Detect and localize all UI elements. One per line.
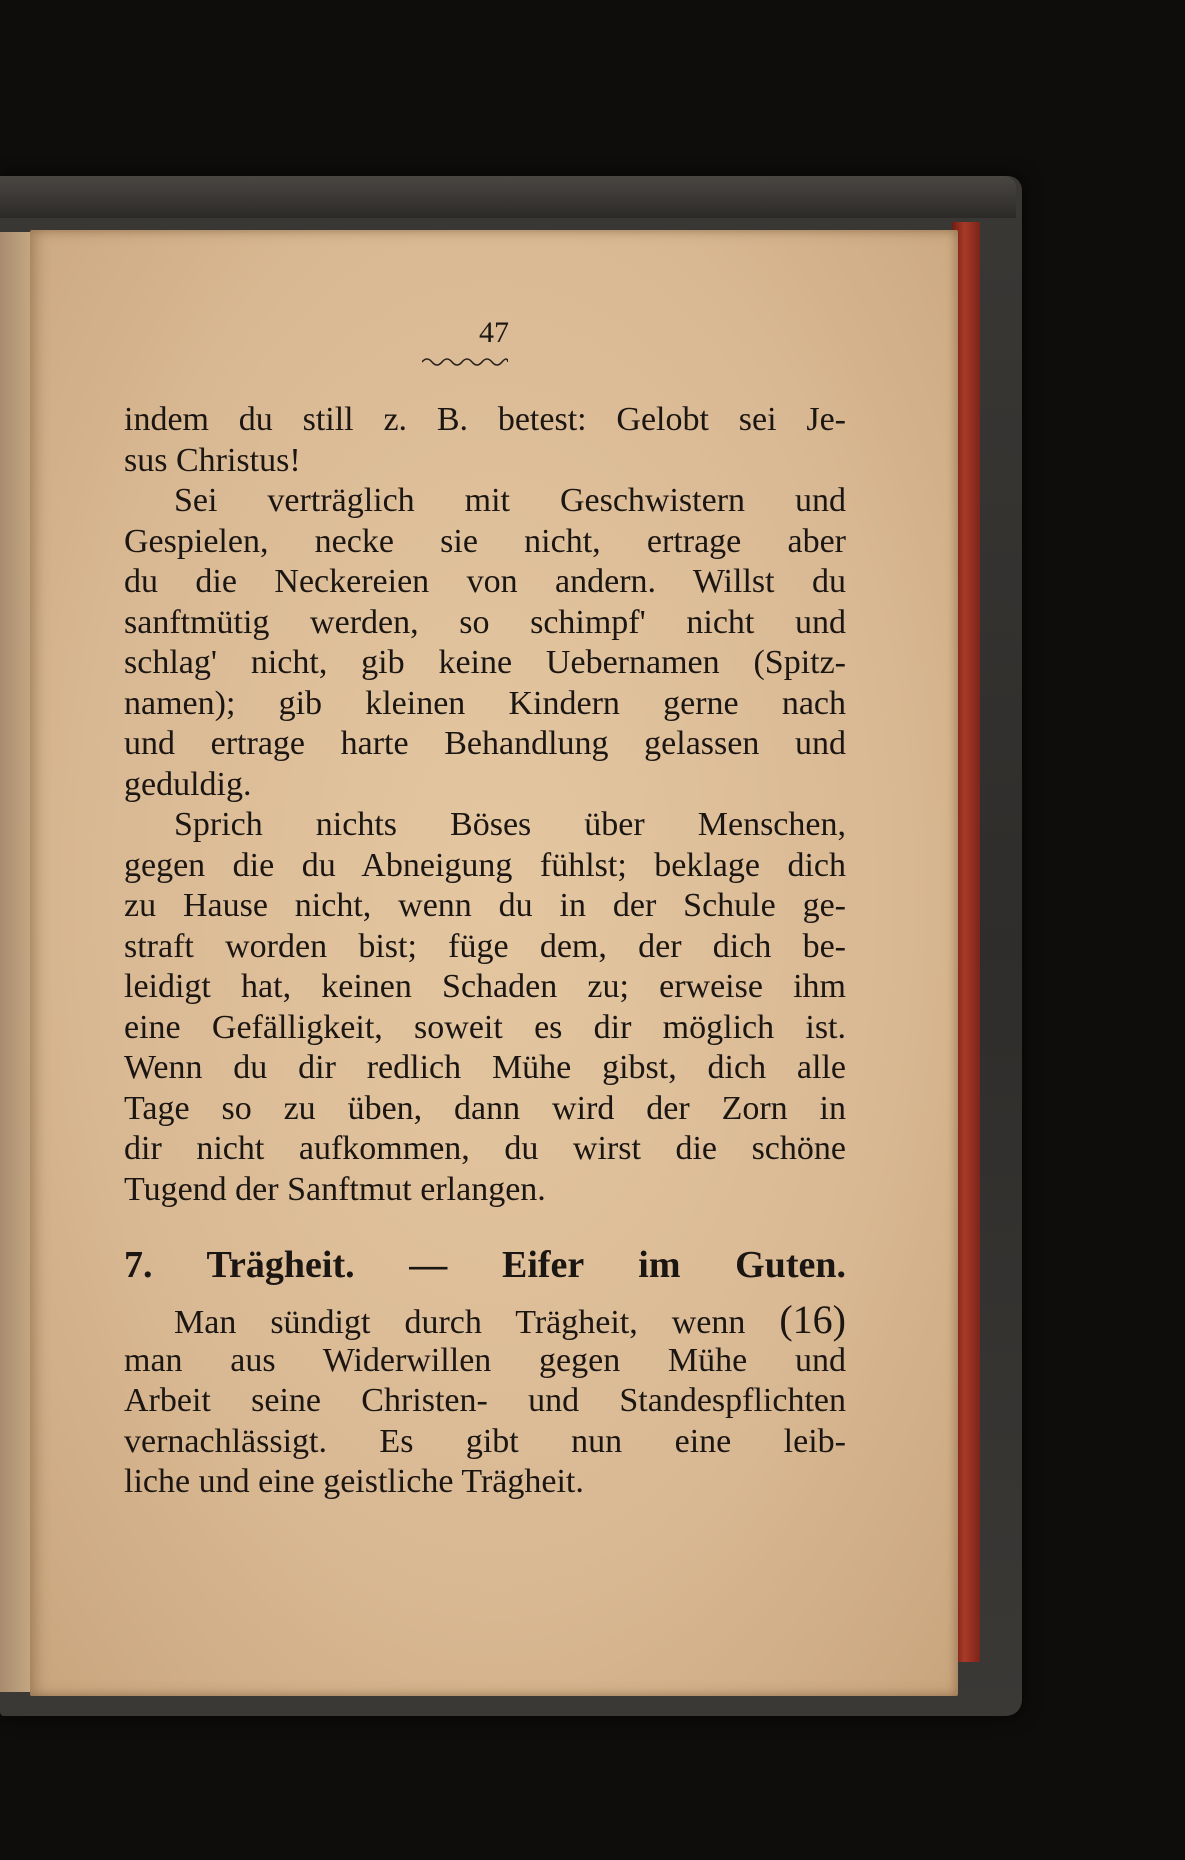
page-number: 47	[479, 316, 509, 349]
text-line: leidigt hat, keinen Schaden zu; erweise ihm	[124, 968, 846, 1005]
text-line: und ertrage harte Behandlung gelassen und	[124, 725, 846, 762]
text-line: Arbeit seine Christen- und Standespflichten	[124, 1382, 846, 1419]
text-line: Tage so zu üben, dann wird der Zorn in	[124, 1089, 846, 1127]
text-line: dir nicht aufkommen, du wirst die schöne	[124, 1130, 846, 1167]
text-line: straft worden bist; füge dem, der dich be-	[124, 927, 846, 965]
cover-top-edge	[0, 176, 1016, 218]
text-line: Wenn du dir redlich Mühe gibst, dich alle	[124, 1049, 846, 1086]
text-line: du die Neckereien von andern. Willst du	[124, 563, 846, 600]
wavy-ornament-icon	[422, 356, 508, 368]
text-line: vernachlässigt. Es gibt nun eine leib-	[124, 1422, 846, 1460]
text-line	[124, 1297, 846, 1342]
text-line: schlag' nicht, gib keine Uebernamen (Spitz-	[124, 644, 846, 681]
book-page	[30, 230, 958, 1696]
text-line: Tugend der Sanftmut erlangen.	[124, 1170, 546, 1208]
text-line: Gespielen, necke sie nicht, ertrage aber	[124, 522, 846, 560]
page-text	[124, 400, 846, 1503]
text-line: eine Gefälligkeit, soweit es dir möglich ist.	[124, 1008, 846, 1046]
text-line: sanftmütig werden, so schimpf' nicht und	[124, 603, 846, 641]
text-line: zu Hause nicht, wenn du in der Schule ge-	[124, 887, 846, 924]
section-heading: 7. Trägheit. — Eifer im Guten.	[124, 1244, 846, 1286]
text-line: geduldig.	[124, 765, 252, 803]
text-line: liche und eine geistliche Trägheit.	[124, 1463, 584, 1500]
text-line: gegen die du Abneigung fühlst; beklage dich	[124, 846, 846, 884]
text-line: Sprich nichts Böses über Menschen,	[174, 806, 846, 843]
text-line: namen); gib kleinen Kindern gerne nach	[124, 684, 846, 722]
text-line: Sei verträglich mit Geschwistern und	[174, 482, 846, 519]
margin-number: (16)	[779, 1297, 846, 1342]
text-line: sus Christus!	[124, 441, 301, 479]
text-line: man aus Widerwillen gegen Mühe und	[124, 1341, 846, 1379]
text-line: indem du still z. B. betest: Gelobt sei Je-	[124, 401, 846, 438]
text-line-content: Man sündigt durch Trägheit, wenn	[174, 1304, 746, 1341]
